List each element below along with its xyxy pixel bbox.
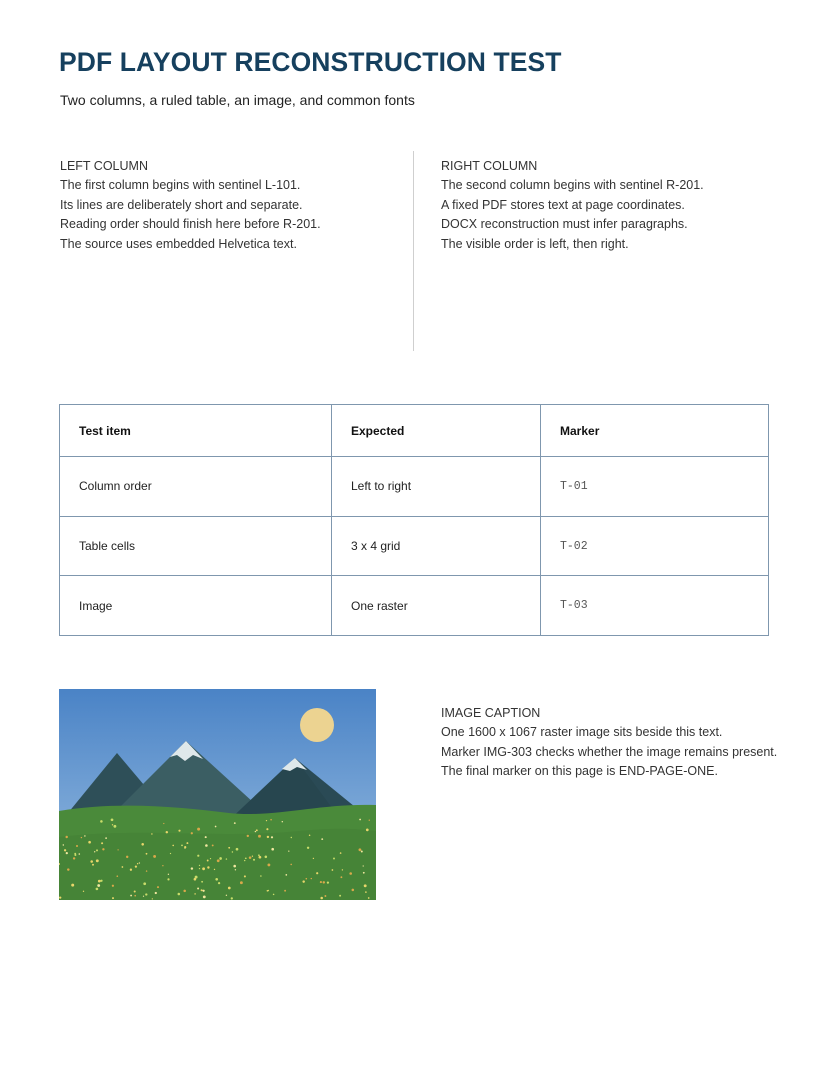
flower-dot bbox=[130, 869, 132, 871]
flower-dot bbox=[94, 851, 95, 852]
flower-dot bbox=[102, 848, 104, 850]
flower-dot bbox=[320, 881, 322, 883]
flower-dot bbox=[78, 853, 80, 855]
flower-dot bbox=[197, 887, 199, 889]
table-cell: Column order bbox=[60, 457, 332, 517]
flower-dot bbox=[98, 880, 101, 883]
flower-dot bbox=[252, 856, 253, 857]
flower-dot bbox=[369, 820, 370, 821]
flower-dot bbox=[256, 829, 258, 831]
flower-dot bbox=[228, 887, 231, 890]
flower-dot bbox=[266, 828, 268, 830]
flower-dot bbox=[247, 835, 249, 837]
flower-dot bbox=[260, 875, 262, 877]
flower-dot bbox=[134, 890, 136, 892]
flower-dot bbox=[284, 890, 286, 892]
flower-dot bbox=[215, 826, 217, 828]
flower-dot bbox=[168, 874, 169, 875]
flower-dot bbox=[202, 890, 204, 892]
flower-dot bbox=[183, 890, 186, 893]
flower-dot bbox=[83, 891, 84, 892]
flower-dot bbox=[202, 867, 205, 870]
caption-heading: IMAGE CAPTION bbox=[441, 706, 541, 720]
flower-dot bbox=[157, 886, 159, 888]
flower-dot bbox=[97, 884, 100, 887]
flower-dot bbox=[313, 858, 314, 859]
flower-dot bbox=[112, 897, 114, 899]
page-title: PDF LAYOUT RECONSTRUCTION TEST bbox=[59, 47, 562, 77]
flower-dot bbox=[167, 878, 169, 880]
right-column-line: The visible order is left, then right. bbox=[441, 236, 629, 251]
flower-dot bbox=[194, 893, 196, 895]
flower-dot bbox=[226, 895, 227, 896]
flower-dot bbox=[236, 848, 239, 851]
flower-dot bbox=[145, 893, 147, 895]
flower-dot bbox=[113, 825, 116, 828]
flower-dot bbox=[141, 843, 144, 846]
flower-dot bbox=[137, 863, 138, 864]
table-header-cell: Test item bbox=[60, 405, 332, 457]
flower-dot bbox=[321, 838, 323, 840]
flower-dot bbox=[364, 884, 367, 887]
flower-dot bbox=[333, 858, 335, 860]
flower-dot bbox=[267, 863, 270, 866]
flower-dot bbox=[162, 865, 163, 866]
flower-dot bbox=[290, 864, 292, 866]
flower-dot bbox=[271, 836, 273, 838]
left-column-heading: LEFT COLUMN bbox=[60, 159, 148, 173]
left-column-line: Its lines are deliberately short and separate. bbox=[60, 197, 303, 212]
flower-dot bbox=[153, 855, 156, 858]
flower-dot bbox=[122, 866, 124, 868]
flower-dot bbox=[240, 881, 243, 884]
caption-line: Marker IMG-303 checks whether the image remains present. bbox=[441, 744, 778, 759]
flower-dot bbox=[285, 874, 287, 876]
flower-dot bbox=[172, 845, 174, 847]
flower-dot bbox=[135, 865, 137, 867]
flower-dot bbox=[166, 831, 168, 833]
flower-dot bbox=[184, 846, 186, 848]
flower-dot bbox=[365, 891, 367, 893]
flower-dot bbox=[112, 824, 113, 825]
flower-dot bbox=[199, 865, 200, 866]
flower-dot bbox=[186, 842, 188, 844]
flower-dot bbox=[368, 897, 370, 899]
sun-icon bbox=[300, 708, 334, 742]
flower-dot bbox=[96, 888, 99, 891]
flower-dot bbox=[327, 881, 329, 883]
column-divider bbox=[413, 151, 414, 351]
table-cell: Image bbox=[60, 576, 332, 636]
meadow-front bbox=[59, 829, 376, 900]
flower-dot bbox=[163, 823, 164, 824]
table-cell: Table cells bbox=[60, 516, 332, 576]
flower-dot bbox=[309, 835, 311, 837]
flower-dot bbox=[100, 880, 102, 882]
flower-dot bbox=[359, 848, 362, 851]
flower-dot bbox=[340, 876, 342, 878]
flower-dot bbox=[352, 889, 355, 892]
image-caption bbox=[441, 704, 777, 782]
flower-dot bbox=[205, 844, 208, 847]
flower-dot bbox=[270, 819, 272, 821]
flower-dot bbox=[191, 832, 193, 834]
flower-dot bbox=[363, 865, 364, 866]
flower-dot bbox=[65, 836, 67, 838]
flower-dot bbox=[143, 896, 144, 897]
flower-dot bbox=[64, 849, 66, 851]
flower-dot bbox=[71, 884, 74, 887]
table-row bbox=[60, 457, 769, 517]
right-column-heading: RIGHT COLUMN bbox=[441, 159, 538, 173]
flower-dot bbox=[146, 853, 148, 855]
table-header-row bbox=[60, 405, 769, 457]
flower-dot bbox=[219, 857, 222, 860]
flower-dot bbox=[316, 872, 318, 874]
right-column-line: DOCX reconstruction must infer paragraphs. bbox=[441, 217, 688, 232]
flower-dot bbox=[255, 831, 256, 832]
flower-dot bbox=[152, 898, 153, 899]
flower-dot bbox=[207, 860, 209, 862]
page-subtitle: Two columns, a ruled table, an image, and common fonts bbox=[60, 92, 415, 108]
flower-dot bbox=[245, 857, 247, 859]
caption-line: One 1600 x 1067 raster image sits beside this text. bbox=[441, 725, 723, 740]
right-column-line: The second column begins with sentinel R-201. bbox=[441, 178, 704, 193]
flower-dot bbox=[291, 837, 292, 838]
flower-dot bbox=[302, 880, 304, 882]
flower-dot bbox=[234, 822, 236, 824]
flower-dot bbox=[324, 895, 326, 897]
flower-dot bbox=[197, 828, 200, 831]
flower-dot bbox=[244, 860, 245, 861]
flower-dot bbox=[170, 853, 171, 854]
table-header-cell: Marker bbox=[541, 405, 769, 457]
table-row bbox=[60, 576, 769, 636]
flower-dot bbox=[63, 844, 64, 845]
flower-dot bbox=[288, 850, 289, 851]
flower-dot bbox=[266, 820, 267, 821]
flower-dot bbox=[67, 868, 69, 870]
flower-dot bbox=[116, 875, 118, 877]
flower-dot bbox=[361, 851, 363, 853]
flower-dot bbox=[273, 894, 275, 896]
flower-dot bbox=[332, 869, 334, 871]
flower-dot bbox=[90, 860, 93, 863]
flower-dot bbox=[342, 869, 343, 870]
flower-dot bbox=[74, 853, 76, 855]
flower-dot bbox=[212, 844, 214, 846]
flower-dot bbox=[181, 845, 183, 847]
flower-dot bbox=[139, 862, 140, 863]
flower-dot bbox=[218, 882, 220, 884]
flower-dot bbox=[311, 878, 312, 879]
table-row bbox=[60, 516, 769, 576]
flower-dot bbox=[59, 896, 61, 898]
flower-dot bbox=[271, 848, 274, 851]
flower-dot bbox=[199, 868, 200, 869]
flower-dot bbox=[151, 833, 152, 834]
flower-dot bbox=[233, 865, 236, 868]
flower-dot bbox=[96, 849, 98, 851]
caption-line: The final marker on this page is END-PAGE-ONE. bbox=[441, 764, 718, 779]
right-column bbox=[441, 157, 704, 254]
flower-dot bbox=[249, 856, 252, 859]
flower-dot bbox=[88, 841, 91, 844]
flower-dot bbox=[92, 864, 94, 866]
flower-dot bbox=[217, 859, 220, 862]
flower-dot bbox=[130, 895, 132, 897]
flower-dot bbox=[197, 855, 199, 857]
table-cell-marker: T-02 bbox=[541, 516, 769, 576]
table-header-cell: Expected bbox=[332, 405, 541, 457]
flower-dot bbox=[258, 835, 261, 838]
flower-dot bbox=[231, 897, 233, 899]
flower-dot bbox=[235, 869, 236, 870]
flower-dot bbox=[194, 878, 197, 881]
flower-dot bbox=[81, 837, 82, 838]
left-column-line: The source uses embedded Helvetica text. bbox=[60, 236, 297, 251]
left-column-line: The first column begins with sentinel L-101. bbox=[60, 178, 301, 193]
table-cell: Left to right bbox=[332, 457, 541, 517]
flower-dot bbox=[320, 897, 323, 900]
flower-dot bbox=[259, 856, 262, 859]
flower-dot bbox=[267, 836, 269, 838]
flower-dot bbox=[253, 859, 255, 861]
flower-dot bbox=[214, 869, 215, 870]
flower-dot bbox=[76, 845, 78, 847]
flower-dot bbox=[111, 818, 114, 821]
flower-dot bbox=[228, 847, 230, 849]
flower-dot bbox=[244, 875, 246, 877]
flower-dot bbox=[207, 866, 209, 868]
flower-dot bbox=[84, 835, 85, 836]
flower-dot bbox=[340, 852, 342, 854]
flower-dot bbox=[191, 867, 193, 869]
flower-dot bbox=[143, 882, 146, 885]
flower-dot bbox=[210, 858, 211, 859]
flower-dot bbox=[96, 859, 99, 862]
flower-dot bbox=[105, 837, 107, 839]
right-column-line: A fixed PDF stores text at page coordinates. bbox=[441, 197, 685, 212]
left-column bbox=[60, 157, 321, 254]
flower-dot bbox=[112, 885, 114, 887]
flower-dot bbox=[349, 872, 352, 875]
flower-dot bbox=[366, 829, 369, 832]
landscape-image bbox=[59, 689, 376, 900]
ruled-table bbox=[59, 404, 769, 636]
flower-dot bbox=[100, 820, 103, 823]
flower-dot bbox=[215, 878, 218, 881]
flower-dot bbox=[178, 830, 180, 832]
flower-dot bbox=[307, 847, 309, 849]
flower-dot bbox=[201, 881, 203, 883]
flower-dot bbox=[232, 851, 233, 852]
flower-dot bbox=[201, 889, 203, 891]
table-cell: One raster bbox=[332, 576, 541, 636]
flower-dot bbox=[282, 821, 283, 822]
flower-dot bbox=[101, 842, 103, 844]
flower-dot bbox=[73, 857, 75, 859]
flower-dot bbox=[265, 856, 268, 859]
table-cell-marker: T-01 bbox=[541, 457, 769, 517]
flower-dot bbox=[339, 895, 341, 897]
table-cell: 3 x 4 grid bbox=[332, 516, 541, 576]
flower-dot bbox=[205, 836, 207, 838]
table-cell-marker: T-03 bbox=[541, 576, 769, 636]
flower-dot bbox=[258, 854, 260, 856]
left-column-line: Reading order should finish here before R-201. bbox=[60, 217, 321, 232]
flower-dot bbox=[226, 858, 227, 859]
flower-dot bbox=[306, 878, 308, 880]
flower-dot bbox=[117, 849, 118, 850]
flower-dot bbox=[203, 896, 206, 899]
flower-dot bbox=[178, 893, 181, 896]
flower-dot bbox=[126, 856, 128, 858]
flower-dot bbox=[323, 881, 325, 883]
flower-dot bbox=[146, 870, 147, 871]
flower-dot bbox=[267, 890, 269, 892]
flower-dot bbox=[155, 892, 157, 894]
flower-dot bbox=[359, 819, 361, 821]
flower-dot bbox=[134, 895, 136, 897]
flower-dot bbox=[66, 852, 68, 854]
flower-dot bbox=[363, 872, 365, 874]
